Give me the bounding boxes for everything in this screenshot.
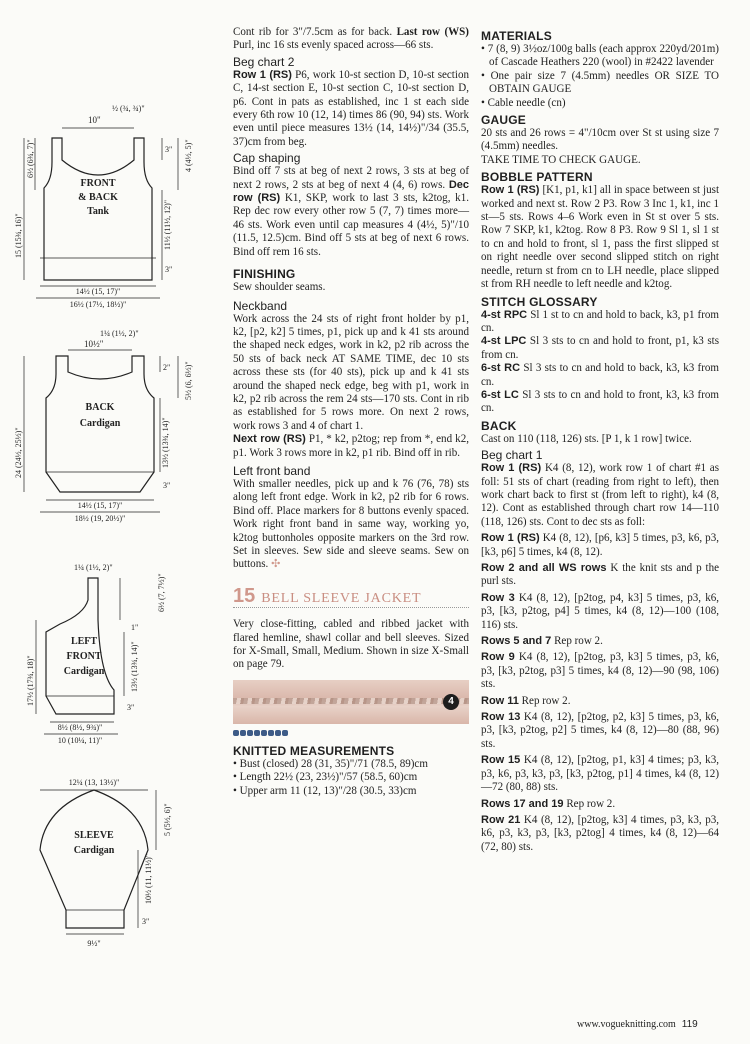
glossary-rc: 6-st RC Sl 3 sts to cn and hold to back, k3, k3 from cn.	[481, 362, 719, 388]
lf-r4: 3"	[127, 703, 135, 712]
back-row9: Row 9 K4 (8, 12), [p2tog, p3, k3] 5 times, p3, k6, p3, [k3, p2tog, p3] 5 times, k4 (8, 12)—90 (98, 106) sts.	[481, 651, 719, 691]
back-heading: BACK	[481, 418, 517, 433]
glossary-lpc: 4-st LPC Sl 3 sts to cn and hold to front, p1, k3 sts from cn.	[481, 335, 720, 361]
gauge-text: 20 sts and 26 rows = 4"/10cm over St st using size 7 (4.5mm) needles.	[481, 127, 719, 153]
chart2-row1: Row 1 (RS) P6, work 10-st section D, 10-st section C, 14-st section E, 10-st section C, 10-st section D, p6. Cont in pats as established, inc 1 st each side every 6th row 10 (12, 14) times 86 (90, 94) sts. Work even until piece measures 13½ (14, 14½)"/34 (35.5, 37)cm from beg.	[233, 68, 469, 148]
lf-r1: 6½ (7, 7½)"	[157, 573, 166, 612]
left-band-heading: Left front band	[233, 463, 311, 478]
material-needles: • One pair size 7 (4.5mm) needles OR SIZE TO OBTAIN GAUGE	[481, 70, 719, 97]
back-r4: 3"	[163, 481, 171, 490]
sleeve-r2: 10½ (11, 11½)"	[144, 854, 153, 904]
tank-label-2: & BACK	[78, 192, 118, 203]
lf-r3: 13½ (13¾, 14)"	[130, 641, 139, 692]
footer-url[interactable]: www.vogueknitting.com	[577, 1019, 676, 1030]
project-intro: Very close-fitting, cabled and ribbed jacket with flared hemline, shawl collar and bell sleeves. Sized for X-Small, Small, Medium. Shown in size X-Small on page 79.	[233, 618, 469, 671]
lf-label-3: Cardigan	[63, 666, 105, 677]
sleeve-diagram	[40, 778, 172, 948]
material-yarn: • 7 (8, 9) 3½oz/100g balls (each approx 220yd/201m) of Cascade Heathers 220 (wool) in #2422 lavender	[481, 43, 719, 70]
tank-r4: 3"	[165, 265, 173, 274]
project-title: BELL SLEEVE JACKET	[261, 590, 422, 606]
back-r2: 5½ (6, 6½)"	[184, 361, 193, 400]
schematics-column	[0, 0, 228, 1000]
sleeve-label-1: SLEEVE	[74, 830, 114, 841]
gauge-check: TAKE TIME TO CHECK GAUGE.	[481, 153, 641, 166]
back-neck: 10½"	[84, 339, 104, 349]
tank-left-upper: 6½ (6¾, 7)"	[26, 139, 35, 178]
left-front-diagram	[26, 563, 166, 745]
sleeve-label-2: Cardigan	[73, 845, 115, 856]
finishing-heading: FINISHING	[233, 267, 296, 282]
sleeve-r3: 3"	[142, 917, 150, 926]
back-row17: Rows 17 and 19 Rep row 2.	[481, 797, 616, 810]
lf-label-1: LEFT	[70, 636, 98, 647]
tank-r1: 3"	[165, 145, 173, 154]
back-row2: Row 2 and all WS rows K the knit sts and p the purl sts.	[481, 562, 720, 588]
lf-bottom2: 10 (10¼, 11)"	[57, 736, 103, 745]
sleeve-r1: 5 (5½, 6)"	[163, 803, 172, 836]
lf-left-total: 17½ (17¾, 18)"	[26, 655, 35, 706]
back-row11: Row 11 Rep row 2.	[481, 694, 571, 707]
measurement-bust: • Bust (closed) 28 (31, 35)"/71 (78.5, 89)cm	[233, 758, 469, 771]
back-row13: Row 13 K4 (8, 12), [p2tog, p2, k3] 5 times, p3, k6, p3, [k3, p2tog, p2] 5 times, k4 (8, 12)—80 (88, 96) sts.	[481, 711, 719, 750]
left-band-text: With smaller needles, pick up and k 76 (76, 78) sts along left front edge. Work in k2, p2 rib for 6 rows. Bind off. Place markers for 8 buttons evenly spaced. Work right front band in same way, working yo, k2tog buttonholes opposite markers on the 3rd row. Set in sleeves. Sew side and sleeve seams. Sew on buttons. ✣	[233, 477, 469, 571]
next-row-text: Next row (RS) P1, * k2, p2tog; rep from *, end k2, p1. Work 3 rows more in k2, p1 rib. Bind off in rib.	[233, 433, 469, 459]
measurement-upper-arm: • Upper arm 11 (12, 13)"/28 (30.5, 33)cm	[233, 785, 469, 798]
project-number: 15	[233, 584, 256, 607]
material-cable-needle: • Cable needle (cn)	[481, 97, 719, 110]
gauge-heading: GAUGE	[481, 113, 527, 128]
back-row3: Row 3 K4 (8, 12), [p2tog, p4, k3] 5 times, p3, k6, p3, [k3, p2tog, p4] 5 times, k4 (8, 12)—100 (108, 116) sts.	[481, 591, 719, 631]
lf-top-strap: 1¼ (1½, 2)"	[74, 563, 113, 572]
back-r3: 13½ (13¾, 14)"	[161, 417, 170, 468]
sleeve-outline	[40, 790, 148, 928]
tank-label-1: FRONT	[80, 178, 116, 189]
finishing-text: Sew shoulder seams.	[233, 281, 326, 294]
tank-neck-label: 10"	[88, 115, 101, 125]
back-label-1: BACK	[85, 402, 115, 413]
instructions-column-2	[233, 26, 469, 798]
cap-shaping-heading: Cap shaping	[233, 151, 301, 166]
project-title-block	[233, 584, 469, 608]
neckband-text: Work across the 24 sts of right front holder by p1, k2, [p2, k2] 5 times, p1, pick up and k 41 sts around the shaped neck edges, work in k2, p2 rib across the 50 sts of back neck AT SAME TIME, dec 10 sts across these sts (for 40 sts), pick up and k 41 sts around the shaped neck edge, beg with p1, work in k2, p2 rib across the rem 24 sts—170 sts. Cont in rib as established for 5 rows more. On next 2 rows, work rows 3 and 4 of chart 1.	[233, 312, 469, 432]
measurement-length: • Length 22½ (23, 23½)"/57 (58.5, 60)cm	[233, 771, 469, 784]
back-top-strap: 1¼ (1½, 2)"	[100, 329, 139, 338]
back-cont-paragraph: Cont rib for 3"/7.5cm as for back. Last row (WS) Purl, inc 16 sts evenly spaced across—66 sts.	[233, 26, 469, 52]
beg-chart2-heading: Beg chart 2	[233, 54, 295, 69]
back-cardigan-diagram	[14, 329, 193, 523]
back-row1-chart: Row 1 (RS) K4 (8, 12), work row 1 of chart #1 as foll: 51 sts of chart (reading from right to left), then work chart back to first st (from left to right), k4 (8, 12). Cont as established through chart row 14—110 (118, 126) sts. Cont to dec sts as foll:	[481, 462, 719, 528]
back-label-2: Cardigan	[79, 418, 121, 429]
knitted-measurements-heading: KNITTED MEASUREMENTS	[233, 743, 395, 758]
sleeve-bottom: 9½"	[87, 939, 101, 948]
page-footer	[577, 1019, 698, 1030]
back-bottom1: 14½ (15, 17)"	[77, 501, 123, 510]
page-number: 119	[681, 1019, 698, 1030]
bobble-heading: BOBBLE PATTERN	[481, 170, 593, 185]
back-left-total: 24 (24½, 25½)"	[14, 427, 23, 478]
glossary-lc: 6-st LC Sl 3 sts to cn and hold to front, k3, k3 from cn.	[481, 388, 720, 415]
back-row15: Row 15 K4 (8, 12), [p2tog, p1, k3] 4 times; p3, k3, p3, k6, p3, k3, p3, [k3, p2tog, p1] 4 times, k4 (8, 12)—72 (80, 88) sts.	[481, 754, 719, 794]
front-back-tank-diagram	[14, 104, 193, 309]
tank-r2: 4 (4½, 5)"	[184, 139, 193, 172]
tank-strap-dim: ½ (¾, ¾)"	[112, 104, 145, 113]
tank-bottom1: 14½ (15, 17)"	[75, 287, 121, 296]
schematics-svg	[0, 0, 228, 1000]
tank-bottom2: 16½ (17½, 18½)"	[69, 300, 127, 309]
cap-shaping-text: Bind off 7 sts at beg of next 2 rows, 3 sts at beg of next 2 rows, 2 sts at beg of next 4 (4, 6) rows. Dec row (RS) K1, SKP, work to last 3 sts, k2tog, k1. Rep dec row every other row 5 (7, 7) times more—46 sts. Work even until cap measures 4 (4½, 5)"/10 (11.5, 12.5)cm. Bind off 5 sts at beg of next 6 rows. Bind off rem 16 sts.	[233, 165, 469, 258]
back-row1: Row 1 (RS) K4 (8, 12), [p6, k3] 5 times, p3, k6, p3, [k3, p6] 5 times, k4 (8, 12).	[481, 532, 719, 558]
lf-label-2: FRONT	[66, 651, 102, 662]
materials-heading: MATERIALS	[481, 29, 552, 43]
neckband-heading: Neckband	[233, 298, 288, 313]
back-bottom2: 18½ (19, 20½)"	[74, 514, 126, 523]
lf-bottom1: 8½ (8½, 9¾)"	[57, 723, 103, 732]
tank-label-3: Tank	[87, 206, 109, 217]
back-cast-on: Cast on 110 (118, 126) sts. [P 1, k 1 row] twice.	[481, 432, 692, 445]
back-row5: Rows 5 and 7 Rep row 2.	[481, 635, 603, 648]
back-r1: 2"	[163, 363, 171, 372]
glossary-rpc: 4-st RPC Sl 1 st to cn and hold to back, k3, p1 from cn.	[481, 308, 720, 334]
back-row21: Row 21 K4 (8, 12), [p2tog, k3] 4 times, p3, k3, p3, k6, p3, k3, p3, [k3, p2tog] 4 times, k4 (8, 12)—64 (72, 80) sts.	[481, 813, 719, 853]
tank-r3: 11½ (11½, 12)"	[163, 200, 172, 250]
yarn-swatch-image	[233, 680, 469, 724]
skill-level-badge: 4	[443, 694, 459, 710]
sleeve-top: 12¼ (13, 13½)"	[68, 778, 120, 787]
glossary-heading: STITCH GLOSSARY	[481, 294, 598, 309]
instructions-column-3	[481, 29, 719, 854]
bobble-text: Row 1 (RS) [K1, p1, k1] all in space between st just worked and next st. Row 2 P3. Row 3 Inc 1, k1, inc 1 st—5 sts. Rows 4–6 Work even in St st over 5 sts. Row 7 SKP, k1, k2tog. Row 8 P3. Row 9 Sl 1, sl 1 st to cn and hold to front, sl 1, pass the first slipped st on right needle over second slipped stitch on right needle, return st from cn to LH needle, place slipped st from RH needle to left needle and k2tog.	[481, 184, 720, 291]
beg-chart1-heading: Beg chart 1	[481, 448, 543, 463]
tank-left-total: 15 (15¾, 16)"	[14, 213, 23, 258]
skill-dots	[233, 730, 469, 736]
lf-r2: 1"	[131, 623, 139, 632]
yarn-strand	[233, 698, 469, 704]
